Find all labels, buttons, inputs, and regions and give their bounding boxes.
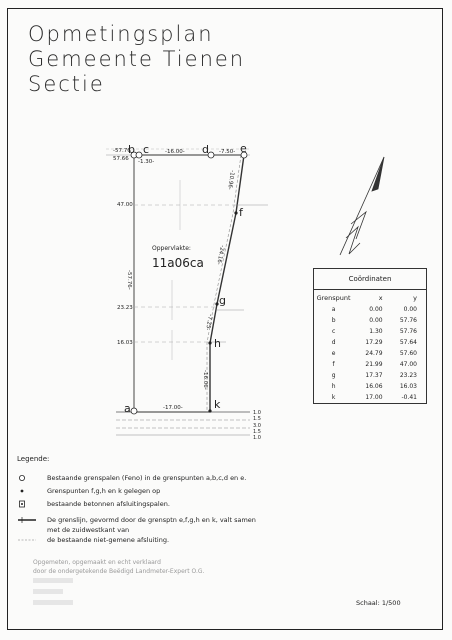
cell-y: -0.41 (401, 394, 417, 401)
y-tick-c: 57.66 (113, 156, 129, 162)
point-label-c: c (143, 143, 150, 156)
street-width-3: 3.0 (253, 423, 261, 429)
y-tick-h: 16.03 (117, 340, 133, 346)
dim-c-d: -16.00- (165, 149, 185, 155)
legend-text: De grenslijn, gevormd door de grensptn e,f,g,h en k, valt samen (47, 516, 256, 524)
coordinates-table-title: Coördinaten (314, 269, 426, 290)
dot-marker-icon (18, 486, 36, 496)
legend-item (18, 525, 318, 535)
point-label-d: d (202, 143, 209, 156)
cell-point: f (332, 361, 335, 368)
dim-g-h: -7.25- (204, 313, 213, 331)
point-a-marker (131, 408, 137, 414)
table-row (314, 337, 426, 348)
legend-item (18, 535, 318, 545)
cell-y: 57.76 (399, 328, 417, 335)
cell-y: 23.23 (399, 372, 417, 379)
legend-text: met de zuidwestkant van (47, 526, 130, 534)
dim-d-e: -7.50- (219, 149, 236, 155)
title-line-2: Gemeente Tienen (28, 47, 246, 71)
cell-y: 0.00 (403, 306, 417, 313)
table-row (314, 304, 426, 315)
cell-y: 47.00 (399, 361, 417, 368)
cell-y: 57.76 (399, 317, 417, 324)
dim-a-b: -57.76- (126, 270, 132, 290)
area-value: 11a06ca (152, 256, 204, 270)
offset-lines (134, 205, 236, 342)
point-label-k: k (214, 398, 221, 411)
header-x: x (378, 294, 383, 302)
redacted-block (33, 600, 73, 605)
square-marker-icon (18, 499, 36, 509)
cell-y: 57.64 (399, 339, 417, 346)
footer-line-2: door de ondergetekende Beëdigd Landmeter-Expert O.G. (33, 568, 205, 575)
table-row (314, 359, 426, 370)
circle-marker-icon (18, 473, 36, 483)
point-label-a: a (124, 402, 131, 415)
cell-point: e (331, 350, 336, 357)
street-width-2: 1.5 (253, 416, 261, 422)
cell-x: 17.37 (365, 372, 383, 379)
y-tick-g: 23.23 (117, 305, 133, 311)
point-f-marker (234, 211, 237, 214)
cell-point: k (331, 394, 336, 401)
cell-point: h (331, 383, 336, 390)
y-tick-b: -57.76 (113, 148, 131, 154)
street-width-labels (253, 410, 261, 441)
cell-x: 16.06 (365, 383, 383, 390)
redacted-block (33, 578, 73, 583)
cell-point: a (331, 306, 336, 313)
cell-y: 57.60 (399, 350, 417, 357)
point-label-b: b (128, 143, 135, 156)
table-row (314, 381, 426, 392)
header-y: y (413, 294, 417, 302)
legend-item (18, 499, 318, 509)
footer-line-1: Opgemeten, opgemaakt en echt verklaard (33, 559, 161, 566)
boundary-line-icon (18, 515, 36, 525)
street-width-4: 1.5 (253, 429, 261, 435)
point-c-marker (136, 152, 142, 158)
parcel-outline (134, 155, 244, 412)
cell-x: 0.00 (369, 306, 383, 313)
table-row (314, 348, 426, 359)
legend-item (18, 473, 318, 483)
title-line-1: Opmetingsplan (28, 22, 214, 46)
fence-line-icon (18, 535, 36, 545)
cell-x: 24.79 (365, 350, 383, 357)
cell-y: 16.03 (399, 383, 417, 390)
coordinates-table (313, 268, 427, 404)
point-h-marker (208, 341, 211, 344)
legend-text: bestaande betonnen afsluitingspalen. (47, 500, 170, 508)
table-row (314, 315, 426, 326)
dim-e-f: -10.96- (226, 169, 235, 191)
header-grenspunt: Grenspunt (316, 294, 351, 302)
point-label-e: e (240, 142, 247, 155)
point-k-marker (208, 409, 211, 412)
cell-x: 0.00 (369, 317, 383, 324)
table-row (314, 326, 426, 337)
point-label-g: g (219, 294, 226, 307)
y-tick-f: 47.00 (117, 202, 133, 208)
dim-f-g: -24.16- (215, 244, 225, 266)
north-arrow-icon (340, 157, 384, 255)
boundary-markers (131, 152, 247, 414)
point-label-h: h (214, 337, 221, 350)
y-tick-labels (113, 148, 133, 346)
dim-a-k: -17.00- (163, 405, 183, 411)
cell-point: c (331, 328, 336, 335)
redacted-block (33, 589, 63, 594)
cell-point: b (331, 317, 336, 324)
cell-x: 17.29 (365, 339, 383, 346)
vertical-offset-lines (172, 180, 180, 360)
coordinates-table-header (314, 290, 426, 304)
dim-b-c: -1.30- (138, 159, 155, 165)
table-row (314, 392, 426, 403)
legend-item (18, 515, 318, 525)
street-width-1: 1.0 (253, 410, 261, 416)
legend-text: Grenspunten f,g,h en k gelegen op (47, 487, 161, 495)
scale-label: Schaal: 1/500 (356, 599, 401, 607)
legend-item (18, 486, 318, 496)
cell-point: g (331, 372, 336, 379)
cell-x: 17.00 (365, 394, 383, 401)
legend-text: Bestaande grenspalen (Feno) in de grenspunten a,b,c,d en e. (47, 474, 247, 482)
fence-marks (211, 205, 268, 342)
point-label-f: f (239, 206, 243, 219)
legend-title: Legende: (17, 455, 50, 463)
cell-x: 21.99 (365, 361, 383, 368)
cell-point: d (331, 339, 336, 346)
dim-h-k: -16.06- (202, 370, 208, 390)
table-row (314, 370, 426, 381)
street-width-5: 1.0 (253, 435, 261, 441)
cell-x: 1.30 (369, 328, 383, 335)
area-label: Oppervlakte: (152, 245, 191, 252)
legend-text: de bestaande niet-gemene afsluiting. (47, 536, 170, 544)
title-line-3: Sectie (28, 72, 105, 96)
